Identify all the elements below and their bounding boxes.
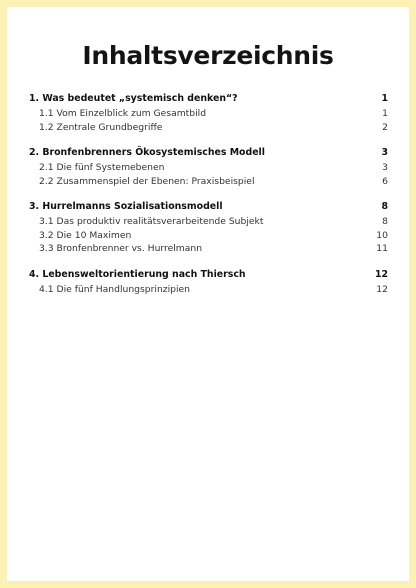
toc-subentry-label: 2.1 Die fünf Systemebenen (39, 162, 165, 173)
toc-chapter-label: 1. Was bedeutet „systemisch denken“? (29, 93, 238, 104)
toc-subentry-label: 3.1 Das produktiv realitätsverarbeitende Subjekt (39, 216, 264, 227)
toc-chapter-label: 4. Lebensweltorientierung nach Thiersch (29, 268, 246, 280)
toc-subentry[interactable] (29, 242, 388, 256)
toc-subentry-label: 3.2 Die 10 Maximen (39, 229, 132, 241)
toc-page-number: 12 (374, 268, 388, 280)
toc-page-number: 3 (382, 162, 388, 173)
toc-chapter-label: 2. Bronfenbrenners Ökosystemisches Modell (29, 147, 265, 158)
toc-subentry[interactable] (29, 175, 388, 189)
toc-subentry[interactable] (29, 229, 388, 243)
toc-subentry[interactable] (29, 121, 388, 135)
toc-chapter-label: 3. Hurrelmanns Sozialisationsmodell (29, 201, 223, 212)
toc-page-number: 1 (382, 108, 388, 119)
toc-subentry-label: 1.1 Vom Einzelblick zum Gesamtbild (39, 108, 207, 119)
toc-chapter-entry[interactable] (29, 267, 388, 283)
toc-page-number: 6 (382, 175, 388, 187)
page-title: Inhaltsverzeichnis (82, 41, 334, 70)
toc-page-number: 12 (376, 283, 388, 295)
toc-subentry-label: 3.3 Bronfenbrenner vs. Hurrelmann (39, 243, 203, 254)
toc-subentry[interactable] (29, 283, 388, 297)
toc-page-number: 8 (381, 201, 388, 212)
toc-subentry-label: 4.1 Die fünf Handlungsprinzipien (39, 283, 190, 295)
toc-page-number: 8 (382, 216, 388, 227)
toc-subentry-label: 1.2 Zentrale Grundbegriffe (39, 121, 163, 133)
toc-page-number: 11 (376, 243, 388, 254)
table-of-contents (29, 91, 388, 307)
toc-subentry[interactable] (29, 107, 388, 121)
toc-section (29, 145, 388, 188)
toc-chapter-entry[interactable] (29, 199, 388, 215)
document-page (7, 7, 409, 581)
toc-chapter-entry[interactable] (29, 145, 388, 161)
toc-page-number: 10 (376, 229, 388, 241)
toc-subentry[interactable] (29, 161, 388, 175)
toc-page-number: 2 (382, 121, 388, 133)
toc-page-number: 3 (381, 147, 388, 158)
toc-section (29, 267, 388, 297)
toc-section (29, 91, 388, 134)
toc-section (29, 199, 388, 256)
toc-subentry-label: 2.2 Zusammenspiel der Ebenen: Praxisbeispiel (39, 175, 255, 187)
toc-subentry[interactable] (29, 215, 388, 229)
toc-chapter-entry[interactable] (29, 91, 388, 107)
toc-page-number: 1 (381, 93, 388, 104)
